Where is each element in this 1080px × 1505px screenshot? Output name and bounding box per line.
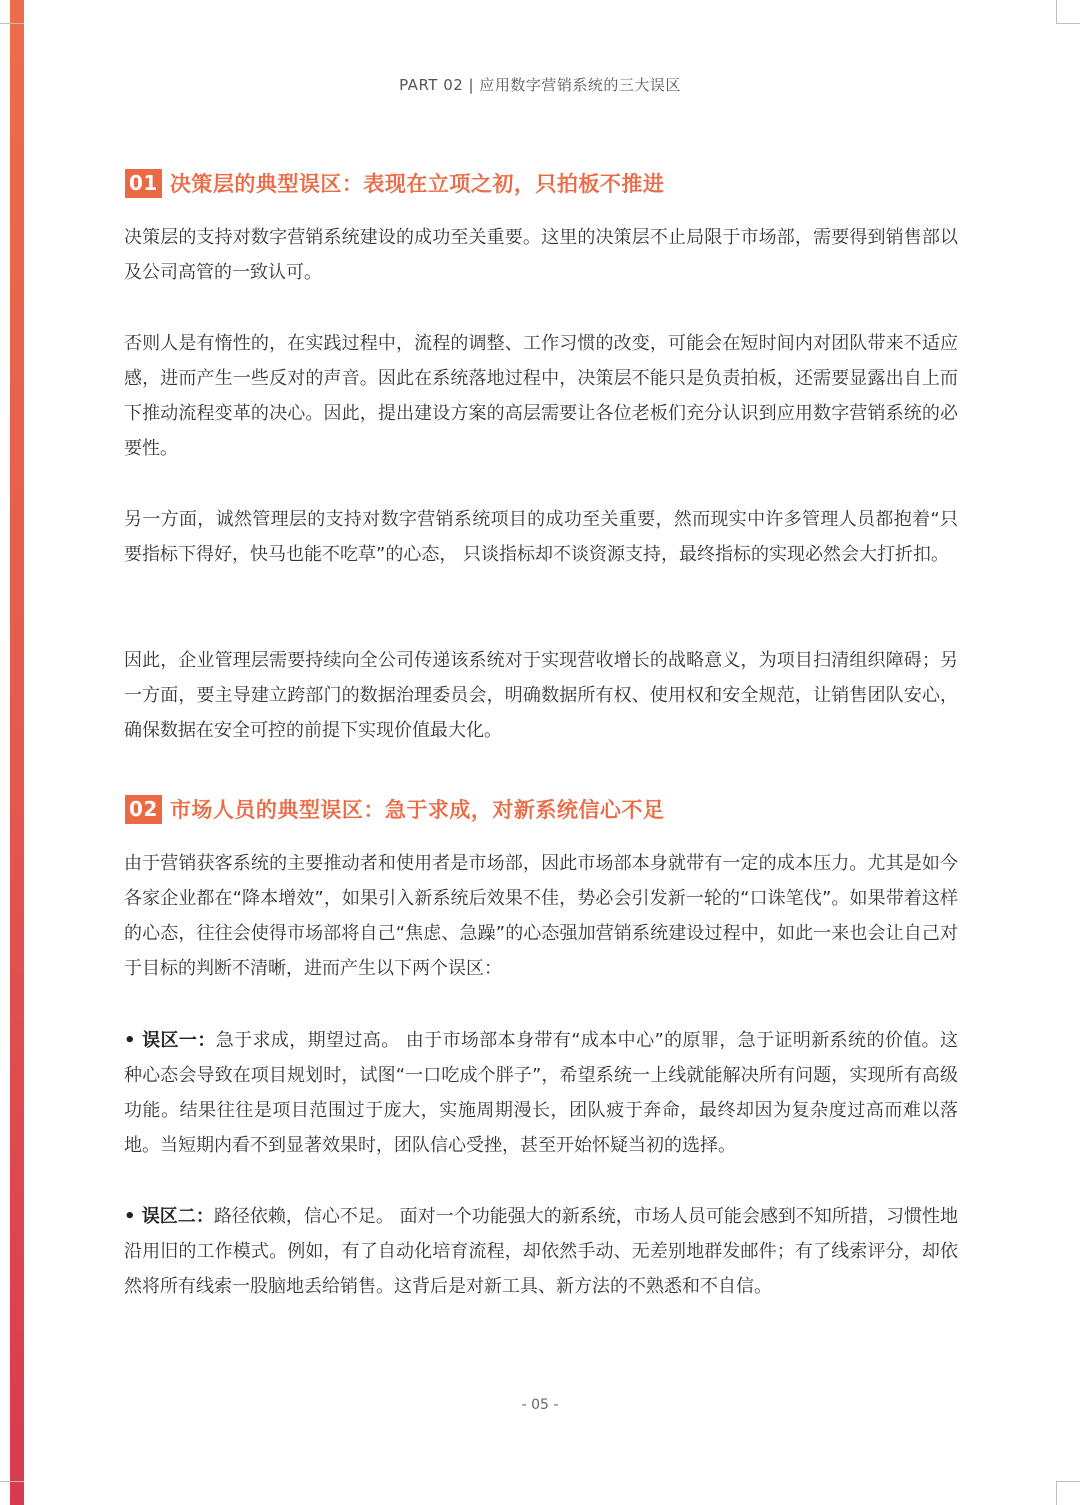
page-number: - 05 - <box>521 1397 559 1413</box>
paragraph: 另一方面，诚然管理层的支持对数字营销系统项目的成功至关重要，然而现实中许多管理人员都抱着“只要指标下得好，快马也能不吃草”的心态， 只谈指标却不谈资源支持，最终指标的实现必然会大打折扣。 <box>124 509 958 565</box>
section-heading-01 <box>125 168 664 198</box>
paragraph: 否则人是有惰性的，在实践过程中，流程的调整、工作习惯的改变，可能会在短时间内对团队带来不适应感，进而产生一些反对的声音。因此在系统落地过程中，决策层不能只是负责拍板，还需要显露出自上而下推动流程变革的决心。因此，提出建设方案的高层需要让各位老板们充分认识到应用数字营销系统的必要性。 <box>124 333 958 459</box>
section-number-badge: 01 <box>125 169 162 198</box>
left-accent-bar <box>10 0 24 1505</box>
bullet-label: • 误区一： <box>124 1030 216 1051</box>
section-title: 市场人员的典型误区：急于求成，对新系统信心不足 <box>169 798 665 822</box>
bullet-text: 路径依赖，信心不足。 面对一个功能强大的新系统，市场人员可能会感到不知所措，习惯性地沿用旧的工作模式。例如，有了自动化培育流程，却依然手动、无差别地群发邮件；有了线索评分，却依然将所有线索一股脑地丢给销售。这背后是对新工具、新方法的不熟悉和不自信。 <box>124 1206 958 1297</box>
crop-mark-top-right-h <box>1056 23 1080 24</box>
running-header: PART 02 | 应用数字营销系统的三大误区 <box>399 76 681 94</box>
crop-mark-top-left <box>0 23 24 24</box>
bullet-label: • 误区二： <box>124 1206 214 1227</box>
section-number-badge: 02 <box>125 795 162 824</box>
crop-mark-bottom-right-h <box>1056 1481 1080 1482</box>
bullet-text: 急于求成，期望过高。 由于市场部本身带有“成本中心”的原罪，急于证明新系统的价值。这种心态会导致在项目规划时，试图“一口吃成个胖子”，希望系统一上线就能解决所有问题，实现所有高级功能。结果往往是项目范围过于庞大，实施周期漫长，团队疲于奔命，最终却因为复杂度过高而难以落地。当短期内看不到显著效果时，团队信心受挫，甚至开始怀疑当初的选择。 <box>124 1030 958 1156</box>
paragraph: 因此，企业管理层需要持续向全公司传递该系统对于实现营收增长的战略意义，为项目扫清组织障碍；另一方面，要主导建立跨部门的数据治理委员会，明确数据所有权、使用权和安全规范，让销售团队安心，确保数据在安全可控的前提下实现价值最大化。 <box>124 650 958 741</box>
crop-mark-bottom-right <box>1056 1481 1057 1505</box>
bullet-item-2 <box>124 1199 958 1304</box>
section-heading-02 <box>125 794 664 824</box>
paragraph: 决策层的支持对数字营销系统建设的成功至关重要。这里的决策层不止局限于市场部，需要得到销售部以及公司高管的一致认可。 <box>124 227 958 283</box>
crop-mark-top-right <box>1056 0 1057 24</box>
bullet-item-1 <box>124 1023 958 1163</box>
section-title: 决策层的典型误区：表现在立项之初，只拍板不推进 <box>169 172 665 196</box>
paragraph: 由于营销获客系统的主要推动者和使用者是市场部，因此市场部本身就带有一定的成本压力。尤其是如今各家企业都在“降本增效”，如果引入新系统后效果不佳，势必会引发新一轮的“口诛笔伐”。如果带着这样的心态，往往会使得市场部将自己“焦虑、急躁”的心态强加营销系统建设过程中，如此一来也会让自己对于目标的判断不清晰，进而产生以下两个误区： <box>124 853 958 979</box>
crop-mark-bottom-left <box>0 1481 24 1482</box>
